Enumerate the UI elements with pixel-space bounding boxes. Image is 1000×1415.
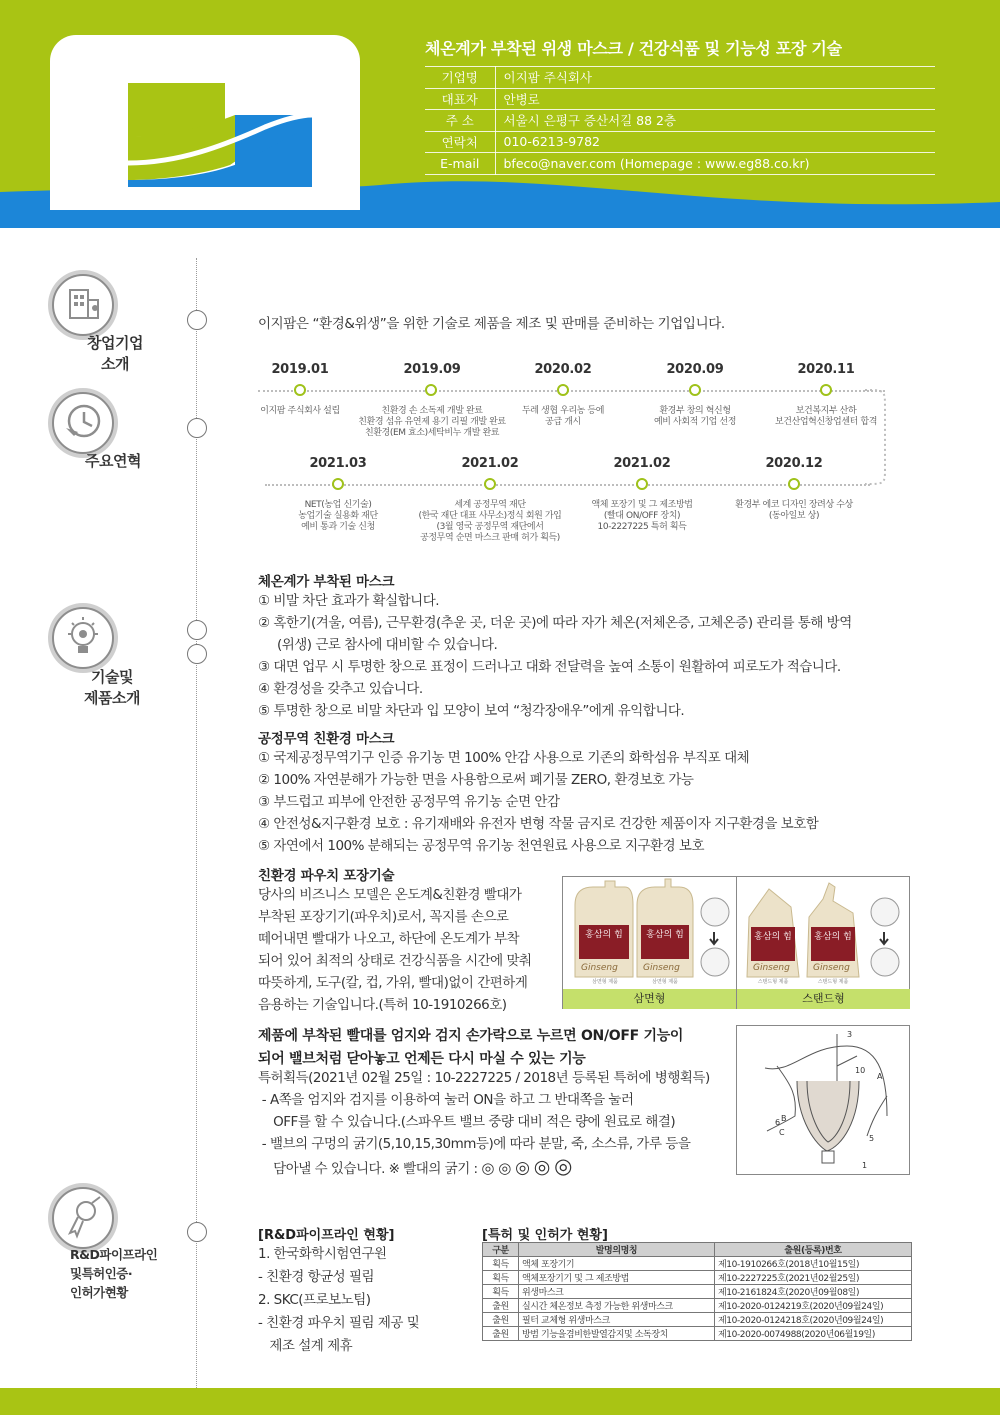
list-item: (위생) 근로 참사에 대비할 수 있습니다. [258,637,498,653]
pouch-list [258,884,532,1016]
timeline-desc: 두레 생협 우리농 등에 공급 개시 [521,406,605,427]
section-node [187,620,207,640]
rd-title: [R&D파이프라인 현황] [258,1228,395,1243]
pack-label: 홍삼의 힘 [585,930,623,940]
info-key: 연락처 [425,131,495,153]
list-item: 부착된 포장기기(파우치)로서, 꼭지를 손으로 [258,909,509,925]
timeline-desc: 이지팜 주식회사 설립 [260,406,340,416]
timeline-desc: NET(농업 신기술) 농업기술 실용화 재단 예비 통과 기술 신청 [298,500,378,532]
straw-valve-diagram [736,1025,910,1175]
diagram-label: B [781,1114,787,1123]
pack-brand: Ginseng [753,963,790,973]
section-label-intro: 창업기업 소개 [87,334,143,373]
patent-table [482,1242,912,1341]
info-value: 안병로 [495,88,935,110]
timeline-desc: 세계 공정무역 재단 (한국 재단 대표 사무소)정식 회원 가입 (3월 영국 공정무역 재단에서 공정무역 순면 마스크 판매 허가 획득) [418,500,562,543]
pack-label: 홍삼의 힘 [754,932,792,942]
list-item: ③ 대면 업무 시 투명한 창으로 표정이 드러나고 대화 전달력을 높여 소통이 원활하여 피로도가 적습니다. [258,659,841,675]
timeline-desc: 친환경 손 소독제 개발 완료 친환경 섬유 유연제 용기 리필 개발 완료 친환경(EM 효소)세탁비누 개발 완료 [358,406,506,438]
list-item: 떼어내면 빨대가 나오고, 하단에 온도계가 부착 [258,931,520,947]
list-item: 1. 한국화학시험연구원 [258,1246,387,1262]
list-item: ⑤ 자연에서 100% 분해되는 공정무역 유기농 천연원료 사용으로 지구환경 보호 [258,838,705,854]
diagram-label: 5 [869,1134,875,1143]
section-label-rd: R&D파이프라인 및특허인증· 인허가현황 [70,1247,158,1300]
diagram-label: A [877,1072,883,1081]
list-item: - 친환경 파우치 필림 제공 및 [258,1315,420,1331]
list-item: 당사의 비즈니스 모델은 온도계&친환경 빨대가 [258,887,522,903]
list-item: ④ 안전성&지구환경 보호 : 유기재배와 유전자 변형 작물 금지로 건강한 제품이자 지구환경을 보호함 [258,816,819,832]
patent-title: [특허 및 인허가 현황] [482,1228,608,1243]
timeline-desc: 환경부 에코 디자인 장려상 수상 (동아일보 상) [735,500,853,521]
timeline-line [258,390,885,392]
list-item: ① 국제공정무역기구 인증 유기농 면 100% 안감 사용으로 기존의 화학섬유 부직포 대체 [258,750,750,766]
pack-brand: Ginseng [813,963,850,973]
list-item: 음용하는 기술입니다.(특허 10-1910266호) [258,997,507,1013]
pouch-title: 친환경 파우치 포장기술 [258,868,395,884]
intro-text: 이지팜은 “환경&위생”을 위한 기술로 제품을 제조 및 판매를 준비하는 기업입니다. [258,316,725,332]
timeline-dot [332,478,344,490]
section-node [187,644,207,664]
info-value: 010-6213-9782 [495,131,935,153]
info-value: 이지팜 주식회사 [495,67,935,89]
info-row [425,153,935,175]
pack-label: 홍삼의 힘 [814,932,852,942]
list-item: ④ 환경성을 갖추고 있습니다. [258,681,423,697]
timeline-desc: 보건복지부 산하 보건산업혁신창업센터 합격 [775,406,877,427]
diagram-label: 3 [847,1030,853,1039]
timeline-dot [425,384,437,396]
timeline-dot [294,384,306,396]
section-node [187,310,207,330]
column-header: 출원(등록)번호 [715,1243,912,1257]
timeline-date: 2021.02 [613,456,671,471]
timeline-dot [820,384,832,396]
table-row: 획득 액체 포장기기 제10-1910266호(2018년10월15일) [483,1257,912,1271]
table-row: 출원 실시간 체온정보 측정 가능한 위생마스크 제10-2020-0124219호(2020년09월24일) [483,1299,912,1313]
list-item: ③ 부드럽고 피부에 안전한 공정무역 유기농 순면 안감 [258,794,560,810]
info-key: E-mail [425,153,495,175]
lightbulb-gear-icon [48,603,118,673]
company-logo [50,35,360,210]
timeline-dot [689,384,701,396]
section-node [187,1222,207,1242]
info-row [425,67,935,89]
email-link[interactable]: bfeco@naver.com (Homepage : www.eg88.co.kr) [495,153,935,175]
header-title: 체온계가 부착된 위생 마스크 / 건강식품 및 기능성 포장 기술 [425,39,842,58]
timeline-date: 2019.09 [403,362,461,377]
info-row [425,88,935,110]
column-header: 구분 [483,1243,519,1257]
timeline-date: 2020.02 [534,362,592,377]
mask-title: 체온계가 부착된 마스크 [258,574,395,590]
table-row: 획득 액체포장기기 및 그 제조방법 제10-2227225호(2021년02월25일) [483,1271,912,1285]
info-key: 주 소 [425,110,495,132]
timeline-date: 2021.02 [461,456,519,471]
list-item: ② 혹한기(겨울, 여름), 근무환경(추운 곳, 더운 곳)에 따라 자가 체온(저체온증, 고체온증) 관리를 통해 방역 [258,615,852,631]
clock-icon [48,388,118,458]
timeline-desc: 액체 포장기 및 그 제조방법 (빨대 ON/OFF 장치) 10-2227225 특허 획득 [591,500,693,532]
table-row: 출원 방범 기능을겸비한발열감지및 소독장치 제10-2020-0074988(2020년06월19일) [483,1327,912,1341]
timeline-desc: 환경부 창의 혁신형 예비 사회적 기업 선정 [653,406,737,427]
pack-caption: 삼면형 제품 [592,979,618,985]
list-item: - A쪽을 엄지와 검지를 이용하여 눌러 ON을 하고 그 반대쪽을 눌러 [258,1092,634,1108]
building-icon [48,270,118,340]
timeline-dot [557,384,569,396]
timeline-dot [484,478,496,490]
timeline-date: 2020.11 [797,362,855,377]
list-item: ① 비말 차단 효과가 확실합니다. [258,593,440,609]
diagram-label: 1 [862,1161,868,1170]
list-item: 제조 설계 제휴 [258,1338,353,1354]
diagram-label: 6 [775,1118,781,1127]
timeline-dot [788,478,800,490]
info-row [425,131,935,153]
list-item: 되어 있어 최적의 상태로 건강식품을 시간에 맞춰 [258,953,532,969]
timeline-dot [636,478,648,490]
section-label-history: 주요연혁 [85,452,141,470]
straw-thickness-icons: ◎ ◎ ◎ ◎ ◎ [481,1154,572,1178]
logo-card [50,35,360,210]
timeline-line [265,484,870,486]
straw-title: 제품에 부착된 빨대를 엄지와 검지 손가락으로 누르면 ON/OFF 기능이 되어 밸브처럼 닫아놓고 언제든 다시 마실 수 있는 기능 [258,1028,684,1067]
info-row [425,110,935,132]
section-label-tech: 기술및 제품소개 [84,668,140,707]
list-item: OFF를 할 수 있습니다.(스파우트 밸브 중량 대비 적은 량에 원료로 해결) [258,1114,676,1130]
mask-list [258,590,852,722]
footer-bar [0,1388,1000,1415]
timeline-date: 2020.12 [765,456,823,471]
list-item: 담아낼 수 있습니다. ※ 빨대의 굵기 : ◎ ◎ ◎ ◎ ◎ [258,1154,572,1178]
timeline-turn [865,388,890,487]
pack-caption: 스탠드형 제품 [757,979,789,985]
diagram-label: 10 [855,1066,866,1075]
rd-list [258,1243,419,1358]
fair-mask-title: 공정무역 친환경 마스크 [258,731,395,747]
company-info-table [425,66,935,175]
table-row: 출원 필터 교체형 위생마스크 제10-2020-0124218호(2020년09월24일) [483,1313,912,1327]
info-key: 기업명 [425,67,495,89]
pouch-product-image [562,876,910,1009]
section-node [187,418,207,438]
pack-brand: Ginseng [581,963,618,973]
pack-caption: 스탠드형 제품 [817,979,849,985]
pack-label: 홍삼의 힘 [646,930,684,940]
table-header-row [483,1243,912,1257]
table-row: 획득 위생마스크 제10-2161824호(2020년09월08일) [483,1285,912,1299]
list-item: - 밸브의 구멍의 굵기(5,10,15,30mm등)에 따라 분말, 죽, 소스류, 가루 등을 [258,1136,691,1152]
pouch-caption-stand: 스탠드형 [737,989,910,1009]
fair-mask-list [258,747,818,857]
straw-list [258,1067,710,1180]
list-item: 따뜻하게, 도구(칼, 컵, 가위, 빨대)없이 간편하게 [258,975,528,991]
pack-brand: Ginseng [643,963,680,973]
timeline-date: 2020.09 [666,362,724,377]
list-item: 특허획득(2021년 02월 25일 : 10-2227225 / 2018년 등록된 특허에 병행획득) [258,1070,710,1086]
timeline-date: 2021.03 [309,456,367,471]
timeline-date: 2019.01 [271,362,329,377]
list-item: ⑤ 투명한 창으로 비말 차단과 입 모양이 보여 “청각장애우”에게 유익합니다. [258,703,685,719]
info-key: 대표자 [425,88,495,110]
pack-caption: 삼면형 제품 [652,979,678,985]
award-ribbon-icon [48,1183,118,1253]
list-item: ② 100% 자연분해가 가능한 면을 사용함으로써 폐기물 ZERO, 환경보호 가능 [258,772,694,788]
diagram-label: C [779,1128,785,1137]
list-item: 2. SKC(프로보노팀) [258,1292,371,1308]
list-item: - 친환경 항균성 필림 [258,1269,375,1285]
pouch-caption-flat: 삼면형 [563,989,736,1009]
column-header: 발명의명칭 [519,1243,715,1257]
info-value: 서울시 은평구 증산서길 88 2층 [495,110,935,132]
